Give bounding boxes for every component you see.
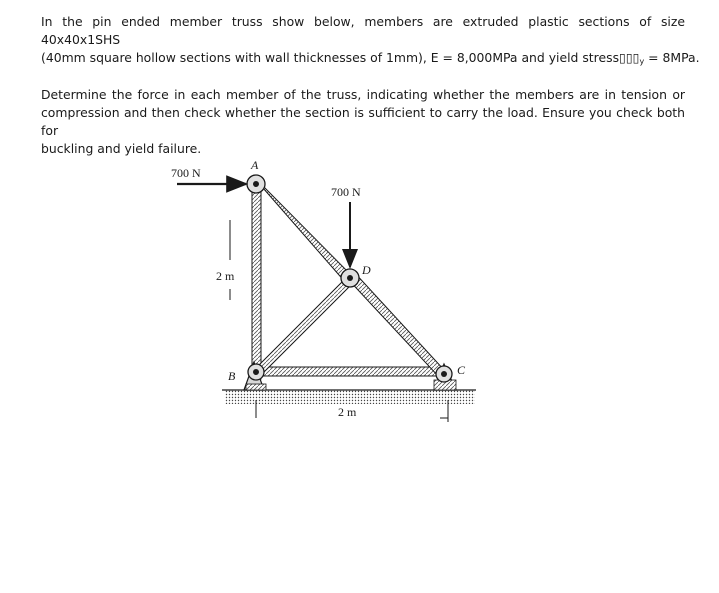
- statement-line-2-end: = 8MPa.: [644, 50, 700, 65]
- span-dimension-label: 2 m: [338, 405, 357, 419]
- task-line-2: compression and then check whether the section is sufficient to carry the load. Ensure you check both for: [41, 105, 685, 138]
- node-b-label: B: [228, 369, 236, 383]
- statement-line-1: In the pin ended member truss show below, members are extruded plastic sections of size 40x40x1SHS: [41, 14, 685, 47]
- member-bc: [256, 367, 446, 376]
- truss-diagram: [150, 150, 490, 440]
- vertical-load-label: 700 N: [331, 185, 361, 199]
- joint-c: [436, 366, 452, 382]
- task-instructions: [41, 86, 685, 158]
- statement-line-2-text: (40mm square hollow sections with wall thicknesses of 1mm), E = 8,000MPa and yield stress: [41, 50, 620, 65]
- task-line-1: Determine the force in each member of the truss, indicating whether the members are in tension or: [41, 87, 685, 102]
- missing-glyphs: ▯▯▯: [619, 50, 640, 65]
- ground-support: [225, 390, 475, 404]
- height-dimension-label: 2 m: [216, 269, 235, 283]
- node-c-label: C: [457, 363, 466, 377]
- horizontal-load-label: 700 N: [171, 166, 201, 180]
- node-a-label: A: [251, 158, 259, 172]
- joint-a: [247, 175, 265, 193]
- node-d-label: D: [362, 263, 371, 277]
- statement-line-2: [41, 49, 700, 71]
- joint-d: [341, 269, 359, 287]
- member-ab: [252, 183, 261, 379]
- member-bd: [256, 277, 353, 374]
- problem-statement: [41, 13, 700, 71]
- yield-subscript: y: [639, 57, 645, 66]
- joint-b: [248, 364, 264, 380]
- task-line-3: buckling and yield failure.: [41, 141, 202, 156]
- member-dc: [346, 271, 446, 377]
